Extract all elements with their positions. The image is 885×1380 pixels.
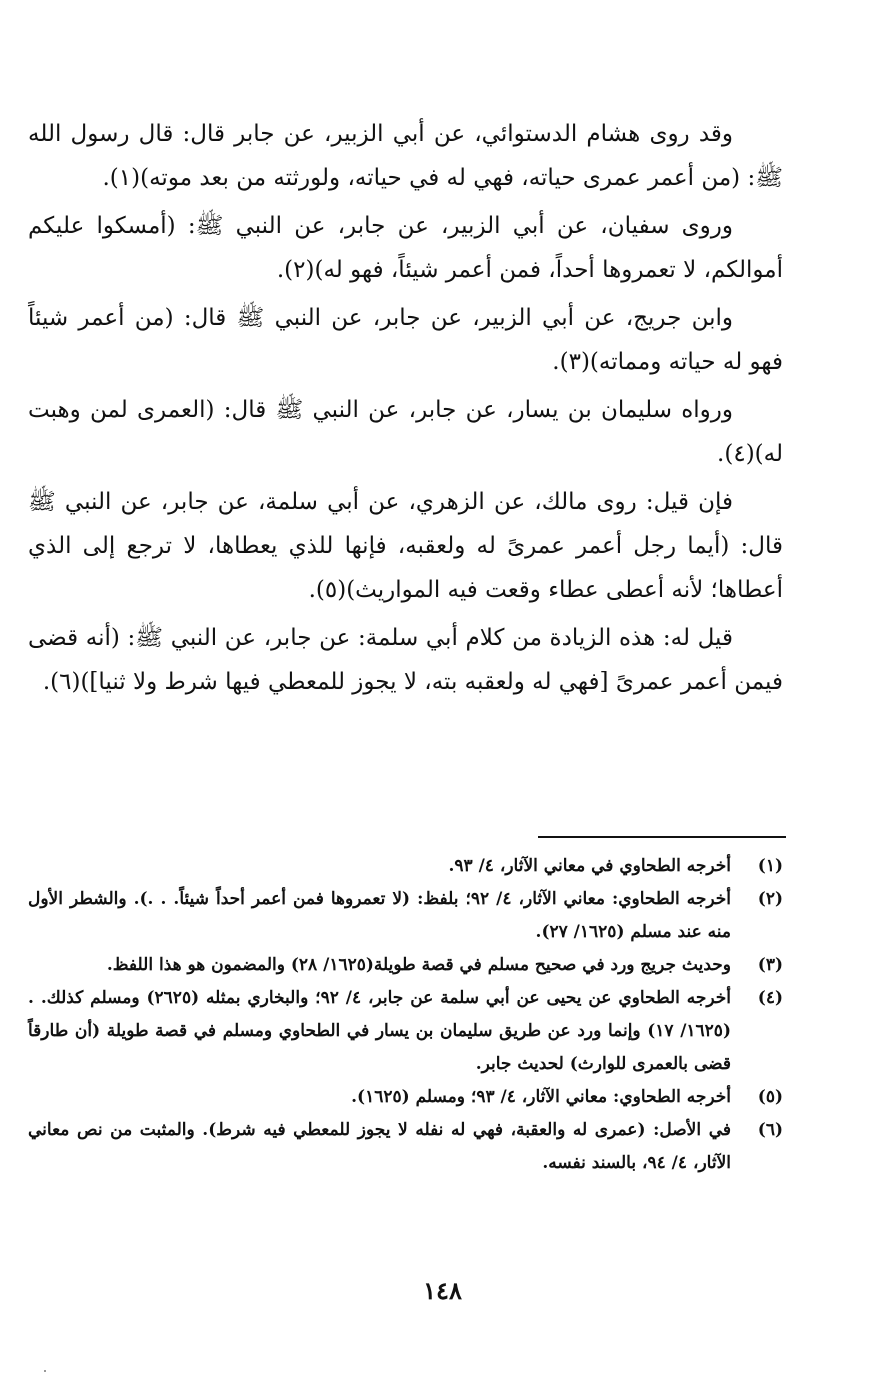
paragraph-3: وابن جريج، عن أبي الزبير، عن جابر، عن النبي ﷺ قال: (من أعمر شيئاً فهو له حياته ومماته)(٣). [28, 305, 783, 375]
footnote-number: (٦) [757, 1120, 783, 1140]
footnote-6 [28, 1114, 783, 1180]
footnote-number: (٤) [757, 988, 783, 1008]
footnote-4 [28, 982, 783, 1081]
footnote-separator [538, 836, 786, 838]
footnote-2 [28, 883, 783, 949]
paragraph-2: وروى سفيان، عن أبي الزبير، عن جابر، عن النبي ﷺ: (أمسكوا عليكم أموالكم، لا تعمروها أحداً، فمن أعمر شيئاً، فهو له)(٢). [28, 213, 783, 283]
footnote-text: وحديث جريج ورد في صحيح مسلم في قصة طويلة(١٦٢٥/ ٢٨) والمضمون هو هذا اللفظ. [106, 955, 731, 975]
footnote-text: أخرجه الطحاوي في معاني الآثار، ٤/ ٩٣. [448, 856, 731, 876]
paragraph-6: قيل له: هذه الزيادة من كلام أبي سلمة: عن جابر، عن النبي ﷺ: (أنه قضى فيمن أعمر عمرىً [فهي له ولعقبه بته، لا يجوز للمعطي فيها شرط ولا ثنيا])(٦). [28, 625, 783, 695]
footnote-5 [28, 1081, 783, 1114]
footnote-text: أخرجه الطحاوي: معاني الآثار، ٤/ ٩٣؛ ومسلم (١٦٢٥). [351, 1087, 731, 1107]
page-number: ١٤٨ [423, 1276, 462, 1305]
paragraph-1: وقد روى هشام الدستوائي، عن أبي الزبير، عن جابر قال: قال رسول الله ﷺ: (من أعمر عمرى حياته، فهي له في حياته، ولورثته من بعد موته)(١). [28, 121, 783, 191]
footnote-number: (١) [757, 856, 783, 876]
footnote-number: (٥) [757, 1087, 783, 1107]
footnote-text: أخرجه الطحاوي عن يحيى عن أبي سلمة عن جابر، ٤/ ٩٢؛ والبخاري بمثله (٢٦٢٥) ومسلم كذلك. . (١٦٢٥/ ١٧) وإنما ورد عن طريق سليمان بن يسار في الطحاوي ومسلم في قصة طويلة (أن طارقاً قضى بالعمرى للوارث) لحديث جابر. [28, 988, 731, 1074]
main-text [28, 112, 783, 708]
footnote-3 [28, 949, 783, 982]
footnote-number: (٢) [757, 889, 783, 909]
scan-speck [44, 1370, 46, 1372]
paragraph-5: فإن قيل: روى مالك، عن الزهري، عن أبي سلمة، عن جابر، عن النبي ﷺ قال: (أيما رجل أعمر عمرىً له ولعقبه، فإنها للذي يعطاها، لا ترجع إلى الذي أعطاها؛ لأنه أعطى عطاء وقعت فيه المواريث)(٥). [28, 489, 783, 603]
footnote-1 [28, 850, 783, 883]
footnote-text: أخرجه الطحاوي: معاني الآثار، ٤/ ٩٢؛ بلفظ: (لا تعمروها فمن أعمر أحداً شيئاً. . .). والشطر الأول منه عند مسلم (١٦٢٥/ ٢٧). [28, 889, 731, 942]
footnotes [28, 850, 783, 1180]
paragraph-4: ورواه سليمان بن يسار، عن جابر، عن النبي ﷺ قال: (العمرى لمن وهبت له)(٤). [28, 397, 783, 467]
footnote-text: في الأصل: (عمرى له والعقبة، فهي له نفله لا يجوز للمعطي فيه شرط). والمثبت من نص معاني الآثار، ٤/ ٩٤، بالسند نفسه. [28, 1120, 731, 1173]
footnote-number: (٣) [757, 955, 783, 975]
